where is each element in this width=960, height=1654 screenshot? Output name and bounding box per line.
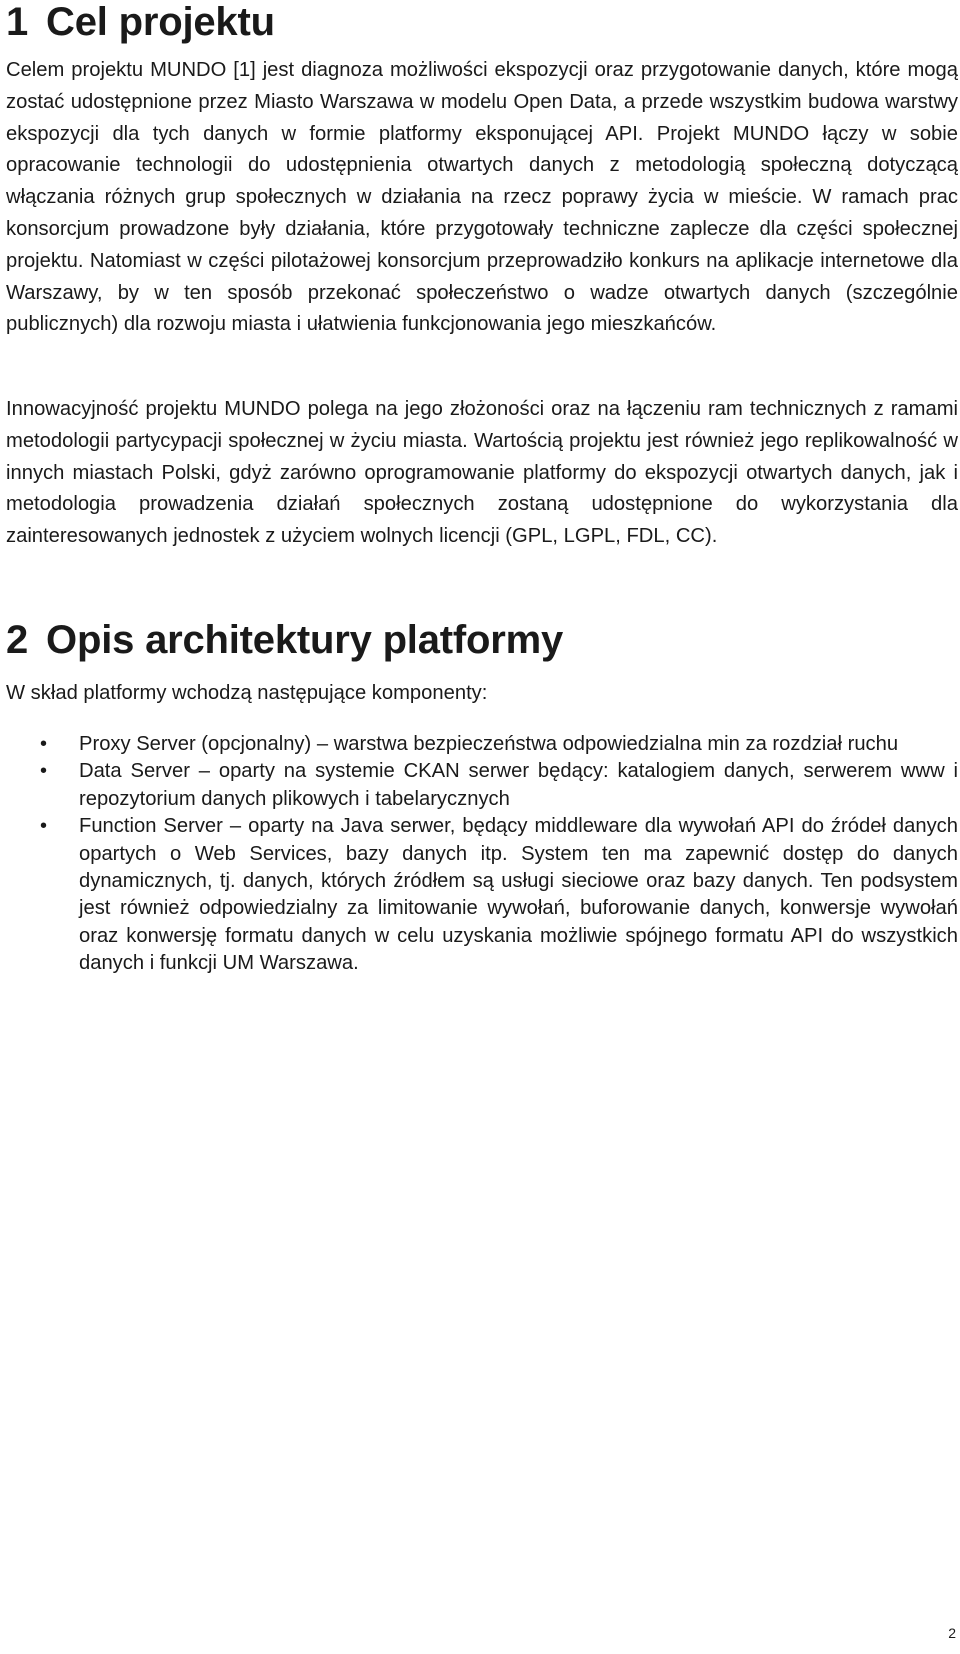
paragraph-project-goal: Celem projektu MUNDO [1] jest diagnoza możliwości ekspozycji oraz przygotowanie danych, które mogą zostać udostępnione przez Miasto Warszawa w modelu Open Data, a przede wszystkim budowa warstwy ekspozycji dla tych danych w formie platformy eksponującej API. Projekt MUNDO łączy w sobie opracowanie technologii do udostępnienia otwartych danych z metodologią społeczną dotyczącą włączania różnych grup społecznych w działania na rzecz poprawy życia w mieście. W ramach prac konsorcjum prowadzone były działania, które przygotowały techniczne zaplecze dla części społecznej projektu. Natomiast w części pilotażowej konsorcjum przeprowadziło konkurs na aplikacje internetowe dla Warszawy, by w ten sposób przekonać społeczeństwo o wadze otwartych danych (szczególnie publicznych) dla rozwoju miasta i ułatwienia funkcjonowania jego mieszkańców. [6,59,958,336]
paragraph-components-intro: W skład platformy wchodzą następujące komponenty: [6,682,488,704]
list-item [6,731,958,758]
list-item-text: Proxy Server (opcjonalny) – warstwa bezpieczeństwa odpowiedzialna min za rozdział ruchu [79,733,899,755]
list-item [6,813,958,977]
section-title: Opis architektury platformy [46,618,564,662]
list-item-text: Data Server – oparty na systemie CKAN serwer będący: katalogiem danych, serwerem www i repozytorium danych plikowych i tabelarycznych [79,760,958,810]
page-number: 2 [948,1625,956,1641]
bullet-icon: • [40,815,48,838]
components-list [6,731,958,978]
section-title: Cel projektu [46,0,275,44]
bullet-icon: • [40,733,48,755]
list-item-text: Function Server – oparty na Java serwer, będący middleware dla wywołań API do źródeł danych opartych o Web Services, bazy danych itp. System ten ma zapewnić dostęp do danych dynamicznych, tj. danych, których źródłem są usługi sieciowe oraz bazy danych. Ten podsystem jest również odpowiedzialny za limitowanie wywołań, buforowanie danych, konwersje wywołań oraz konwersję formatu danych w celu uzyskania możliwie spójnego formatu API do wszystkich danych i funkcji UM Warszawa. [79,815,958,975]
paragraph-innovation: Innowacyjność projektu MUNDO polega na jego złożoności oraz na łączeniu ram technicznych z ramami metodologii partycypacji społecznej w życiu miasta. Wartością projektu jest również jego replikowalność w innych miastach Polski, gdyż zarówno oprogramowanie platformy do ekspozycji otwartych danych, jak i metodologia prowadzenia działań społecznych zostaną udostępnione do wykorzystania dla zainteresowanych jednostek z użyciem wolnych licencji (GPL, LGPL, FDL, CC). [6,398,958,548]
bullet-icon: • [40,760,48,783]
section-heading-1 [6,0,275,46]
section-heading-2 [6,616,563,664]
section-number: 1 [6,0,29,44]
section-number: 2 [6,618,29,662]
list-item [6,758,958,813]
